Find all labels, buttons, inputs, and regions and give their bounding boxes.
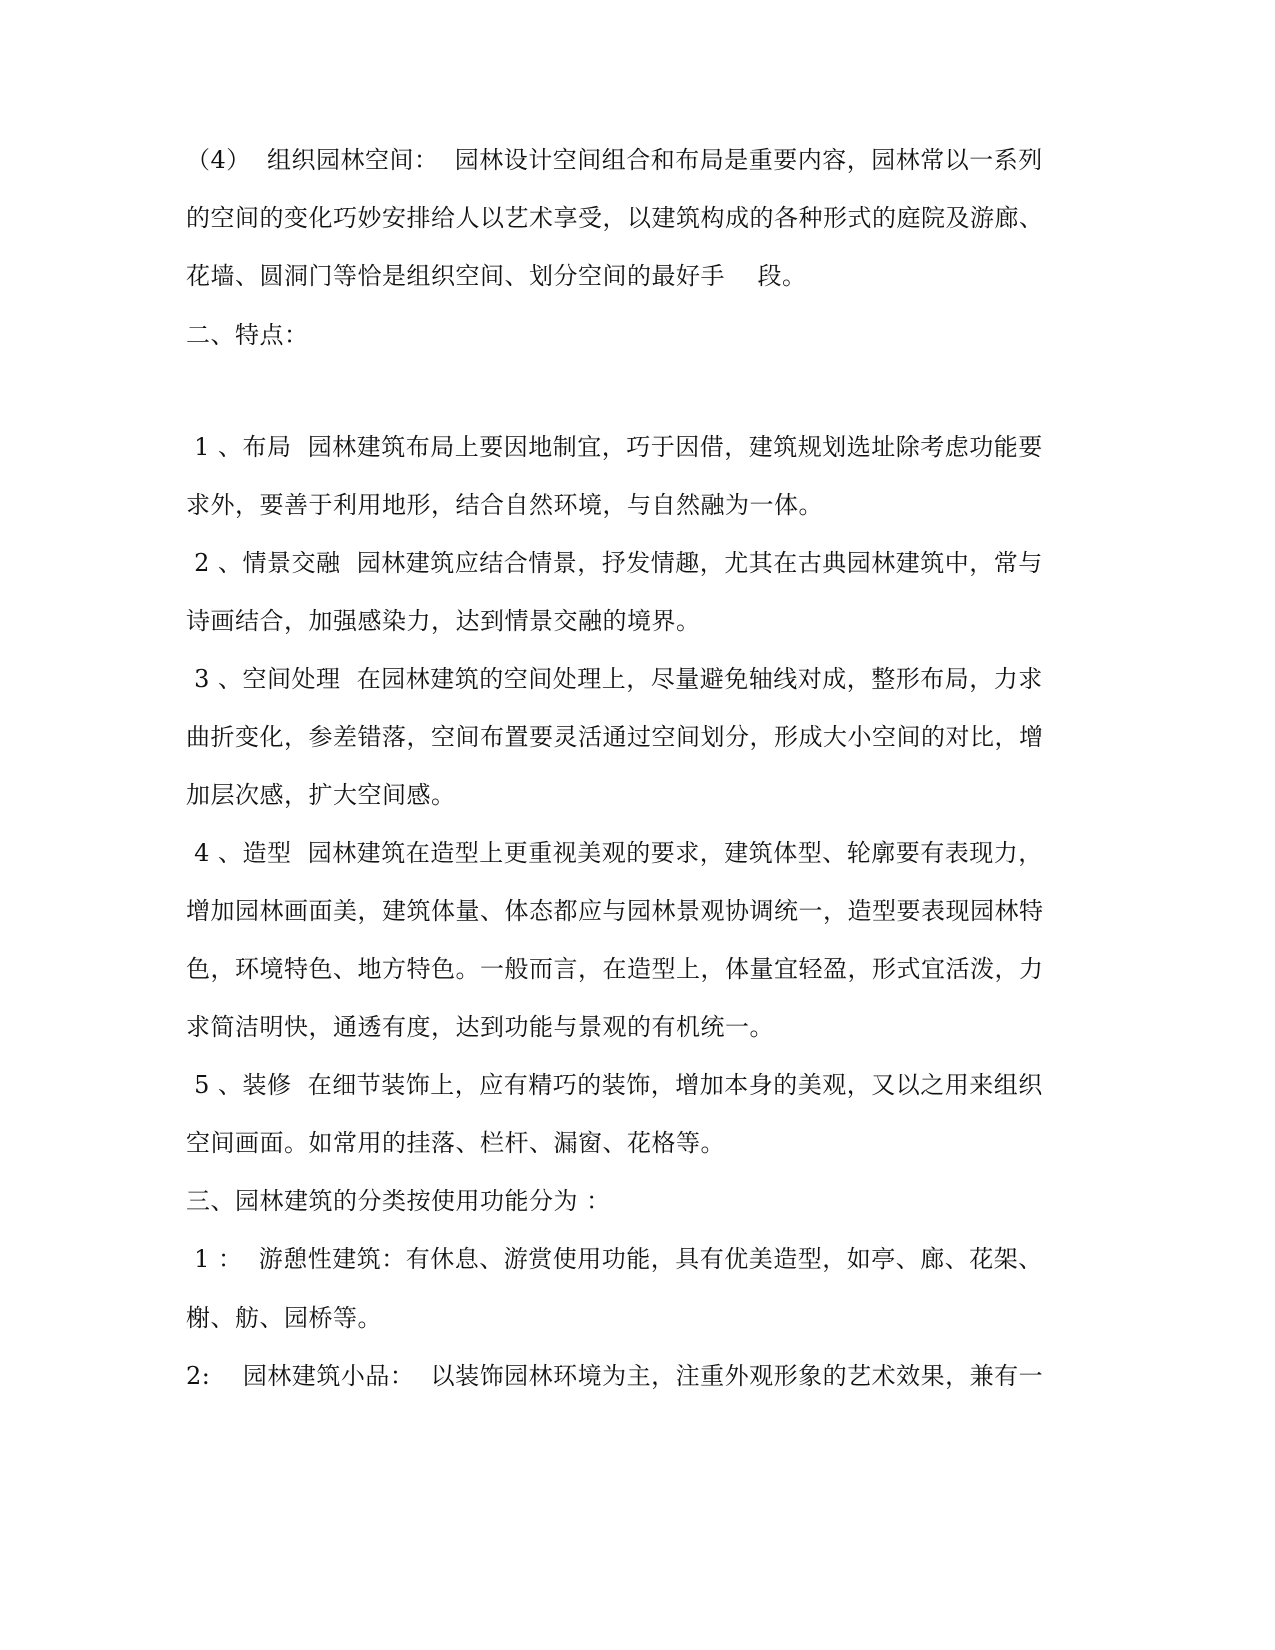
paragraph-line: 曲折变化，参差错落，空间布置要灵活通过空间划分，形成大小空间的对比，增 <box>186 723 1044 751</box>
paragraph-line: 1 、布局 园林建筑布局上要因地制宜，巧于因借，建筑规划选址除考虑功能要 <box>186 433 1043 461</box>
paragraph-line: 5 、装修 在细节装饰上，应有精巧的装饰，增加本身的美观，又以之用来组织 <box>186 1071 1043 1099</box>
paragraph-line: 2 、情景交融 园林建筑应结合情景，抒发情趣，尤其在古典园林建筑中，常与 <box>186 549 1043 577</box>
paragraph-line: 加层次感，扩大空间感。 <box>186 781 456 809</box>
paragraph-line: 空间画面。如常用的挂落、栏杆、漏窗、花格等。 <box>186 1129 725 1157</box>
paragraph-line: （4） 组织园林空间： 园林设计空间组合和布局是重要内容，园林常以一系列 <box>186 146 1043 174</box>
paragraph-line: 增加园林画面美，建筑体量、体态都应与园林景观协调统一，造型要表现园林特 <box>186 897 1044 925</box>
paragraph-line: 求外，要善于利用地形，结合自然环境，与自然融为一体。 <box>186 491 823 519</box>
section-heading: 三、园林建筑的分类按使用功能分为 ： <box>186 1187 611 1215</box>
paragraph-line: 2: 园林建筑小品： 以装饰园林环境为主，注重外观形象的艺术效果，兼有一 <box>186 1362 1044 1390</box>
paragraph-line: 色，环境特色、地方特色。一般而言，在造型上，体量宜轻盈，形式宜活泼，力 <box>186 955 1044 983</box>
paragraph-line: 的空间的变化巧妙安排给人以艺术享受，以建筑构成的各种形式的庭院及游廊、 <box>186 204 1044 232</box>
paragraph-line: 诗画结合，加强感染力，达到情景交融的境界。 <box>186 607 701 635</box>
paragraph-line: 4 、造型 园林建筑在造型上更重视美观的要求，建筑体型、轮廓要有表现力， <box>186 839 1043 867</box>
paragraph-line: 榭、舫、园桥等。 <box>186 1304 382 1332</box>
paragraph-line: 3 、空间处理 在园林建筑的空间处理上，尽量避免轴线对成，整形布局，力求 <box>186 665 1043 693</box>
paragraph-line: 花墙、圆洞门等恰是组织空间、划分空间的最好手 段。 <box>186 262 807 290</box>
paragraph-line: 求简洁明快，通透有度，达到功能与景观的有机统一。 <box>186 1013 774 1041</box>
section-heading: 二、特点： <box>186 321 309 349</box>
paragraph-line: 1 ： 游憩性建筑：有休息、游赏使用功能，具有优美造型，如亭、廊、花架、 <box>186 1245 1043 1273</box>
